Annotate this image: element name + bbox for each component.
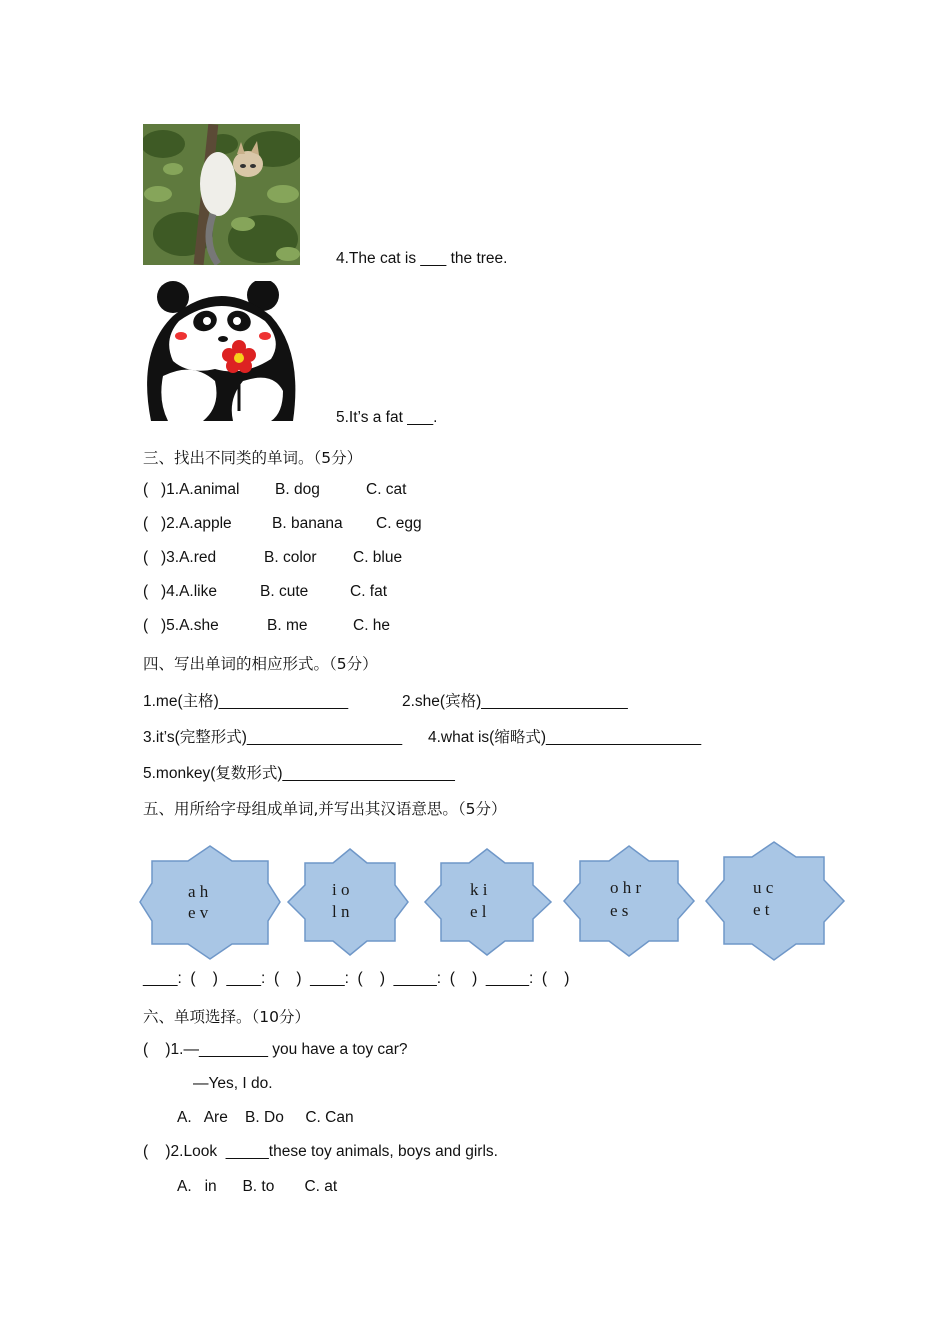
s3-item-4-c: C. fat (350, 583, 388, 600)
star-5-letters-top: u c (753, 878, 774, 897)
s4-question-3[interactable]: 3.it’s(完整形式)__________________ (143, 729, 403, 746)
s3-item-1-paren: ( (143, 481, 149, 498)
s3-item-2-c: C. egg (376, 515, 422, 532)
question-4-caption: 4.The cat is ___ the tree. (336, 250, 508, 267)
letter-stars (130, 835, 850, 970)
star-1-letters-top: a h (188, 882, 209, 901)
s3-item-5-b: B. me (267, 617, 308, 634)
s6-q1-stem: ( )1.—________ you have a toy car? (143, 1041, 408, 1058)
section-3-title: 三、找出不同类的单词。（5分） (143, 449, 363, 467)
s3-item-1-b: B. dog (275, 481, 320, 498)
s3-item-3-paren: ( (143, 549, 149, 566)
s4-question-4[interactable]: 4.what is(缩略式)__________________ (428, 729, 702, 746)
star-2-letters-top: i o (332, 880, 350, 899)
s3-item-2-a: )2.A.apple (161, 515, 232, 532)
letter-star-5 (706, 842, 844, 960)
s4-question-1[interactable]: 1.me(主格)_______________ (143, 693, 349, 710)
s4-question-2[interactable]: 2.she(宾格)_________________ (402, 693, 628, 710)
star-4-letters-bottom: e s (610, 901, 629, 920)
s3-item-5-a: )5.A.she (161, 617, 219, 634)
s5-answer-blanks[interactable]: ____: ( ) ____: ( ) ____: ( ) _____: ( ) _____: ( ) (143, 970, 570, 987)
letter-star-2 (288, 849, 408, 955)
s3-item-5-c: C. he (353, 617, 391, 634)
star-1-letters-bottom: e v (188, 903, 209, 922)
section-4-title: 四、写出单词的相应形式。（5分） (143, 655, 378, 673)
s3-item-2-b: B. banana (272, 515, 343, 532)
s6-q1-options: A. Are B. Do C. Can (177, 1109, 354, 1126)
star-3-letters-bottom: e l (470, 902, 487, 921)
s3-item-3-b: B. color (264, 549, 317, 566)
section-6-title: 六、单项选择。（10分） (143, 1008, 310, 1026)
s3-item-4-a: )4.A.like (161, 583, 217, 600)
s3-item-3-c: C. blue (353, 549, 403, 566)
letter-star-4 (564, 846, 694, 956)
s3-item-4-b: B. cute (260, 583, 309, 600)
question-5-caption: 5.It’s a fat ___. (336, 409, 438, 426)
star-3-letters-top: k i (470, 880, 488, 899)
s3-item-4-paren: ( (143, 583, 149, 600)
s3-item-1-a: )1.A.animal (161, 481, 240, 498)
letter-star-3 (425, 849, 551, 955)
s4-question-5[interactable]: 5.monkey(复数形式)____________________ (143, 765, 455, 782)
s3-item-5-paren: ( (143, 617, 149, 634)
s3-item-1-c: C. cat (366, 481, 407, 498)
star-2-letters-bottom: l n (332, 902, 350, 921)
panda-image (143, 281, 300, 421)
s6-q1-reply: —Yes, I do. (193, 1075, 273, 1092)
s6-q2-stem: ( )2.Look _____these toy animals, boys and girls. (143, 1143, 498, 1160)
s6-q2-options: A. in B. to C. at (177, 1178, 338, 1195)
s3-item-3-a: )3.A.red (161, 549, 217, 566)
letter-star-1 (140, 846, 280, 959)
star-5-letters-bottom: e t (753, 900, 770, 919)
s3-item-2-paren: ( (143, 515, 149, 532)
cat-in-tree-image (143, 124, 300, 265)
section-5-title: 五、用所给字母组成单词,并写出其汉语意思。（5分） (143, 800, 507, 818)
star-4-letters-top: o h r (610, 878, 642, 897)
